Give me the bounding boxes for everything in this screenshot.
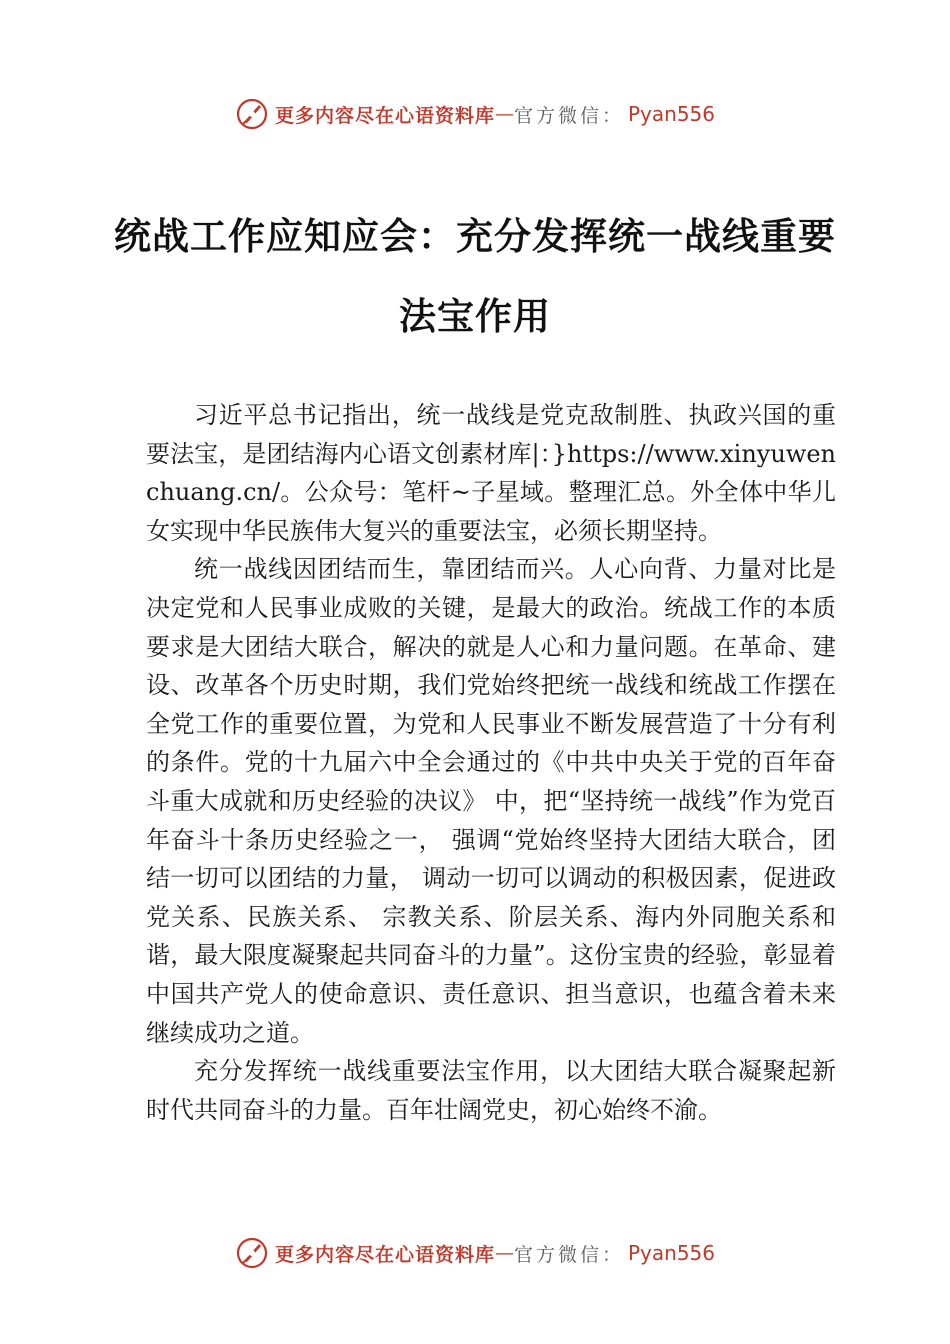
footer-banner (0, 1233, 950, 1273)
quill-pen-icon (235, 1236, 269, 1270)
banner-wechat-label: 官方微信： (513, 104, 624, 127)
quill-pen-icon (235, 97, 269, 131)
banner-wechat-id: Pyan556 (628, 1241, 716, 1265)
paragraph-3: 充分发挥统一战线重要法宝作用，以大团结大联合凝聚起新时代共同奋斗的力量。百年壮阔党史，初心始终不渝。 (146, 1057, 836, 1124)
paragraph-2: 统一战线因团结而生，靠团结而兴。人心向背、力量对比是决定党和人民事业成败的关键，是最大的政治。统战工作的本质要求是大团结大联合，解决的就是人心和力量问题。在革命、建设、改革各个历史时期，我们党始终把统一战线和统战工作摆在全党工作的重要位置，为党和人民事业不断发展营造了十分有利的条件。党的十九届六中全会通过的《中共中央关于党的百年奋斗重大成就和历史经验的决议》 中，把“坚持统一战线”作为党百年奋斗十条历史经验之一， 强调“党始终坚持大团结大联合，团结一切可以团结的力量， 调动一切可以调动的积极因素，促进政党关系、民族关系、 宗教关系、阶层关系、海内外同胞关系和谐，最大限度凝聚起共同奋斗的力量”。这份宝贵的经验，彰显着中国共产党人的使命意识、责任意识、担当意识，也蕴含着未来继续成功之道。 (146, 555, 836, 1047)
banner-brand-text: 更多内容尽在心语资料库 (274, 104, 495, 127)
banner-wechat-label: 官方微信： (513, 1243, 624, 1266)
banner-separator: — (494, 103, 514, 125)
paragraph-1: 习近平总书记指出，统一战线是党克敌制胜、执政兴国的重要法宝，是团结海内心语文创素材库|：}https://www.xinyuwenchuang.cn/。公众号：笔杆~子星域。整理汇总。外全体中华儿女实现中华民族伟大复兴的重要法宝，必须长期坚持。 (146, 401, 836, 545)
banner-wechat-id: Pyan556 (628, 102, 716, 126)
banner-separator: — (494, 1242, 514, 1264)
banner-brand-text: 更多内容尽在心语资料库 (274, 1243, 495, 1266)
document-body (146, 396, 836, 1129)
header-banner (0, 94, 950, 134)
document-title: 统战工作应知应会：充分发挥统一战线重要法宝作用 (114, 214, 836, 338)
